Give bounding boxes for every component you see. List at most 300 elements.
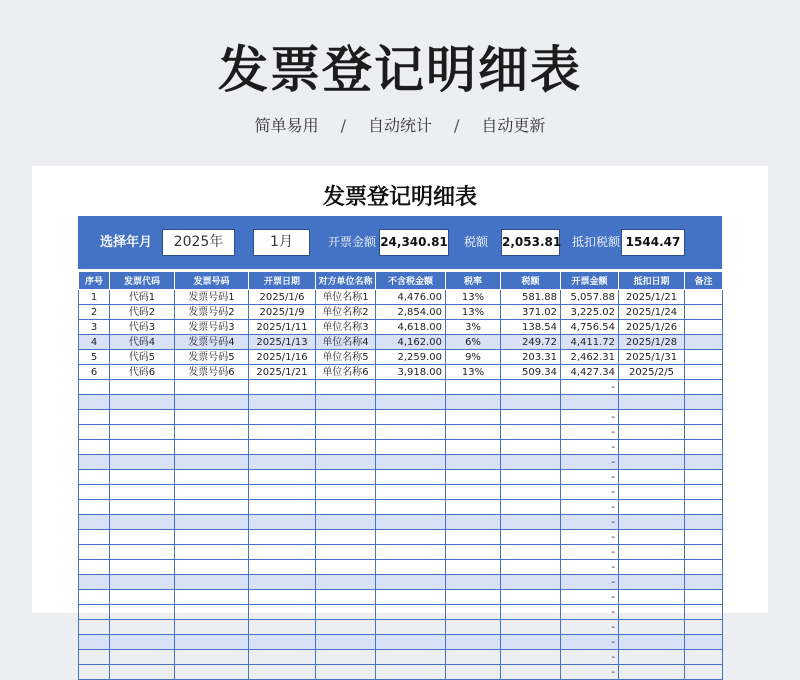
table-cell[interactable]: 5 <box>79 350 110 365</box>
table-cell[interactable] <box>316 650 376 665</box>
table-cell[interactable]: - <box>561 410 619 425</box>
table-cell[interactable] <box>249 515 316 530</box>
table-cell[interactable]: 138.54 <box>501 320 561 335</box>
column-header[interactable]: 税率 <box>446 272 501 290</box>
table-cell[interactable] <box>316 635 376 650</box>
table-cell[interactable] <box>685 635 723 650</box>
table-cell[interactable]: 2,462.31 <box>561 350 619 365</box>
table-cell[interactable] <box>79 560 110 575</box>
table-cell[interactable] <box>249 605 316 620</box>
table-cell[interactable] <box>619 455 685 470</box>
table-cell[interactable] <box>619 545 685 560</box>
table-cell[interactable] <box>316 455 376 470</box>
table-cell[interactable] <box>249 590 316 605</box>
table-cell[interactable] <box>175 425 249 440</box>
table-cell[interactable]: 代码6 <box>110 365 175 380</box>
table-cell[interactable]: 代码1 <box>110 290 175 305</box>
table-cell[interactable]: - <box>561 380 619 395</box>
table-cell[interactable] <box>501 485 561 500</box>
table-cell[interactable] <box>79 395 110 410</box>
table-cell[interactable] <box>501 530 561 545</box>
table-cell[interactable] <box>376 500 446 515</box>
table-cell[interactable] <box>685 530 723 545</box>
table-cell[interactable]: 代码4 <box>110 335 175 350</box>
table-cell[interactable]: 4,476.00 <box>376 290 446 305</box>
table-cell[interactable] <box>619 620 685 635</box>
table-cell[interactable] <box>175 605 249 620</box>
table-cell[interactable] <box>316 545 376 560</box>
table-cell[interactable] <box>376 665 446 680</box>
table-cell[interactable] <box>446 410 501 425</box>
table-cell[interactable]: 单位名称2 <box>316 305 376 320</box>
table-cell[interactable] <box>685 605 723 620</box>
table-cell[interactable] <box>501 440 561 455</box>
table-cell[interactable] <box>79 440 110 455</box>
table-cell[interactable] <box>376 485 446 500</box>
table-cell[interactable] <box>79 575 110 590</box>
table-cell[interactable]: 2025/1/9 <box>249 305 316 320</box>
table-cell[interactable] <box>376 545 446 560</box>
table-cell[interactable] <box>316 380 376 395</box>
table-cell[interactable] <box>79 620 110 635</box>
table-cell[interactable] <box>619 425 685 440</box>
table-cell[interactable] <box>685 455 723 470</box>
table-cell[interactable] <box>316 665 376 680</box>
table-cell[interactable] <box>501 575 561 590</box>
table-cell[interactable]: - <box>561 440 619 455</box>
table-cell[interactable]: 9% <box>446 350 501 365</box>
table-cell[interactable]: 203.31 <box>501 350 561 365</box>
year-select[interactable]: 2025年 <box>162 229 235 256</box>
table-cell[interactable] <box>175 485 249 500</box>
table-cell[interactable] <box>110 635 175 650</box>
table-cell[interactable] <box>110 665 175 680</box>
table-cell[interactable] <box>249 665 316 680</box>
table-cell[interactable]: 单位名称4 <box>316 335 376 350</box>
table-cell[interactable] <box>249 380 316 395</box>
column-header[interactable]: 序号 <box>79 272 110 290</box>
column-header[interactable]: 发票代码 <box>110 272 175 290</box>
table-cell[interactable] <box>376 470 446 485</box>
table-cell[interactable] <box>175 635 249 650</box>
column-header[interactable]: 开票金额 <box>561 272 619 290</box>
table-cell[interactable] <box>446 620 501 635</box>
column-header[interactable]: 对方单位名称 <box>316 272 376 290</box>
table-cell[interactable] <box>110 425 175 440</box>
table-cell[interactable]: 2025/1/28 <box>619 335 685 350</box>
table-cell[interactable] <box>685 590 723 605</box>
table-cell[interactable]: 代码3 <box>110 320 175 335</box>
column-header[interactable]: 备注 <box>685 272 723 290</box>
table-cell[interactable]: 4,756.54 <box>561 320 619 335</box>
table-cell[interactable] <box>685 575 723 590</box>
month-select[interactable]: 1月 <box>253 229 310 256</box>
table-cell[interactable] <box>175 590 249 605</box>
table-cell[interactable] <box>501 620 561 635</box>
table-cell[interactable] <box>110 650 175 665</box>
table-cell[interactable]: - <box>561 470 619 485</box>
table-cell[interactable] <box>619 605 685 620</box>
table-cell[interactable]: 4,162.00 <box>376 335 446 350</box>
table-cell[interactable] <box>685 335 723 350</box>
table-cell[interactable] <box>175 500 249 515</box>
table-cell[interactable] <box>685 545 723 560</box>
table-cell[interactable]: 2025/1/11 <box>249 320 316 335</box>
table-cell[interactable] <box>619 575 685 590</box>
table-cell[interactable] <box>501 665 561 680</box>
table-cell[interactable] <box>446 545 501 560</box>
table-cell[interactable]: 发票号码4 <box>175 335 249 350</box>
table-cell[interactable]: 2025/1/31 <box>619 350 685 365</box>
table-cell[interactable] <box>249 635 316 650</box>
table-cell[interactable]: 13% <box>446 365 501 380</box>
table-cell[interactable] <box>175 395 249 410</box>
table-cell[interactable]: - <box>561 530 619 545</box>
table-cell[interactable] <box>376 530 446 545</box>
table-cell[interactable] <box>685 515 723 530</box>
table-cell[interactable] <box>249 425 316 440</box>
table-cell[interactable] <box>110 560 175 575</box>
table-cell[interactable] <box>619 500 685 515</box>
table-cell[interactable]: 2025/1/24 <box>619 305 685 320</box>
table-cell[interactable] <box>619 530 685 545</box>
table-cell[interactable] <box>316 575 376 590</box>
table-cell[interactable] <box>175 620 249 635</box>
table-cell[interactable]: 371.02 <box>501 305 561 320</box>
table-cell[interactable] <box>376 620 446 635</box>
table-cell[interactable] <box>249 440 316 455</box>
subtitle-separator: / <box>454 116 460 135</box>
table-cell[interactable] <box>175 470 249 485</box>
table-cell[interactable] <box>501 590 561 605</box>
table-cell[interactable]: 4 <box>79 335 110 350</box>
table-cell[interactable] <box>685 470 723 485</box>
table-cell[interactable] <box>79 410 110 425</box>
table-cell[interactable] <box>501 650 561 665</box>
table-cell[interactable] <box>685 380 723 395</box>
table-cell[interactable] <box>316 500 376 515</box>
table-cell[interactable] <box>685 410 723 425</box>
table-cell[interactable] <box>685 350 723 365</box>
table-cell[interactable] <box>619 560 685 575</box>
table-cell[interactable]: 581.88 <box>501 290 561 305</box>
table-cell[interactable] <box>175 650 249 665</box>
table-cell[interactable] <box>501 500 561 515</box>
table-cell[interactable]: - <box>561 425 619 440</box>
table-cell[interactable] <box>316 410 376 425</box>
table-cell[interactable] <box>446 470 501 485</box>
table-cell[interactable] <box>376 650 446 665</box>
table-cell[interactable]: 2025/1/21 <box>249 365 316 380</box>
table-cell[interactable]: 1 <box>79 290 110 305</box>
column-header[interactable]: 抵扣日期 <box>619 272 685 290</box>
table-cell[interactable]: - <box>561 620 619 635</box>
table-cell[interactable] <box>501 410 561 425</box>
table-cell[interactable] <box>619 665 685 680</box>
table-cell[interactable] <box>175 575 249 590</box>
table-cell[interactable] <box>446 575 501 590</box>
table-cell[interactable]: 3,918.00 <box>376 365 446 380</box>
table-cell[interactable] <box>79 650 110 665</box>
table-cell[interactable] <box>446 530 501 545</box>
table-cell[interactable] <box>175 530 249 545</box>
table-cell[interactable] <box>685 500 723 515</box>
table-cell[interactable]: 2025/1/26 <box>619 320 685 335</box>
table-cell[interactable] <box>175 545 249 560</box>
table-cell[interactable]: - <box>561 635 619 650</box>
table-cell[interactable] <box>501 545 561 560</box>
table-cell[interactable]: 2,259.00 <box>376 350 446 365</box>
table-cell[interactable] <box>376 410 446 425</box>
table-cell[interactable] <box>561 395 619 410</box>
column-header[interactable]: 发票号码 <box>175 272 249 290</box>
table-cell[interactable]: 4,427.34 <box>561 365 619 380</box>
table-cell[interactable] <box>316 425 376 440</box>
table-cell[interactable] <box>446 500 501 515</box>
table-cell[interactable] <box>175 455 249 470</box>
table-cell[interactable] <box>79 425 110 440</box>
table-cell[interactable] <box>249 455 316 470</box>
table-cell[interactable] <box>376 605 446 620</box>
table-cell[interactable] <box>316 620 376 635</box>
table-cell[interactable] <box>619 650 685 665</box>
table-cell[interactable] <box>249 530 316 545</box>
table-cell[interactable] <box>685 665 723 680</box>
table-cell[interactable] <box>249 470 316 485</box>
table-cell[interactable]: 2025/1/13 <box>249 335 316 350</box>
table-cell[interactable] <box>79 470 110 485</box>
table-cell[interactable]: - <box>561 650 619 665</box>
table-cell[interactable] <box>446 455 501 470</box>
table-cell[interactable] <box>175 560 249 575</box>
table-cell[interactable] <box>79 515 110 530</box>
table-cell[interactable] <box>249 485 316 500</box>
table-cell[interactable] <box>619 590 685 605</box>
table-cell[interactable]: - <box>561 605 619 620</box>
table-cell[interactable] <box>249 620 316 635</box>
table-cell[interactable] <box>619 485 685 500</box>
table-cell[interactable] <box>110 395 175 410</box>
table-cell[interactable] <box>446 560 501 575</box>
table-cell[interactable]: 2025/1/6 <box>249 290 316 305</box>
table-cell[interactable]: 2,854.00 <box>376 305 446 320</box>
table-cell[interactable] <box>446 485 501 500</box>
table-cell[interactable]: - <box>561 515 619 530</box>
table-cell[interactable]: 单位名称6 <box>316 365 376 380</box>
table-cell[interactable] <box>316 440 376 455</box>
table-cell[interactable] <box>110 605 175 620</box>
table-cell[interactable] <box>110 470 175 485</box>
table-cell[interactable] <box>685 650 723 665</box>
table-cell[interactable]: - <box>561 500 619 515</box>
table-cell[interactable] <box>376 380 446 395</box>
table-cell[interactable] <box>501 470 561 485</box>
table-cell[interactable]: 发票号码3 <box>175 320 249 335</box>
table-cell[interactable] <box>376 395 446 410</box>
table-cell[interactable] <box>619 635 685 650</box>
table-cell[interactable] <box>685 395 723 410</box>
table-cell[interactable] <box>249 500 316 515</box>
table-cell[interactable] <box>685 290 723 305</box>
table-cell[interactable] <box>619 470 685 485</box>
table-cell[interactable]: 单位名称5 <box>316 350 376 365</box>
table-cell[interactable] <box>619 515 685 530</box>
table-cell[interactable] <box>376 635 446 650</box>
table-cell[interactable]: 2 <box>79 305 110 320</box>
table-cell[interactable]: 3% <box>446 320 501 335</box>
table-cell[interactable] <box>110 455 175 470</box>
table-cell[interactable] <box>249 575 316 590</box>
table-cell[interactable] <box>79 545 110 560</box>
table-cell[interactable] <box>79 455 110 470</box>
table-cell[interactable] <box>79 380 110 395</box>
table-cell[interactable] <box>446 665 501 680</box>
table-cell[interactable] <box>685 620 723 635</box>
table-cell[interactable] <box>110 380 175 395</box>
table-cell[interactable]: 6 <box>79 365 110 380</box>
table-cell[interactable] <box>376 455 446 470</box>
table-cell[interactable]: 单位名称3 <box>316 320 376 335</box>
table-cell[interactable] <box>685 425 723 440</box>
table-cell[interactable] <box>685 440 723 455</box>
table-cell[interactable] <box>376 575 446 590</box>
table-cell[interactable]: 13% <box>446 305 501 320</box>
table-cell[interactable]: - <box>561 455 619 470</box>
table-cell[interactable] <box>316 605 376 620</box>
table-cell[interactable]: 6% <box>446 335 501 350</box>
table-cell[interactable] <box>110 485 175 500</box>
table-cell[interactable] <box>316 530 376 545</box>
table-cell[interactable] <box>446 605 501 620</box>
table-cell[interactable] <box>79 635 110 650</box>
table-cell[interactable] <box>175 410 249 425</box>
table-cell[interactable] <box>446 635 501 650</box>
table-cell[interactable] <box>501 515 561 530</box>
table-cell[interactable]: - <box>561 665 619 680</box>
table-cell[interactable]: 2025/1/16 <box>249 350 316 365</box>
table-cell[interactable] <box>79 530 110 545</box>
table-cell[interactable] <box>376 560 446 575</box>
table-cell[interactable] <box>175 440 249 455</box>
table-cell[interactable] <box>110 590 175 605</box>
table-cell[interactable]: 5,057.88 <box>561 290 619 305</box>
table-cell[interactable] <box>376 590 446 605</box>
table-cell[interactable] <box>501 605 561 620</box>
table-cell[interactable]: - <box>561 545 619 560</box>
table-cell[interactable]: 13% <box>446 290 501 305</box>
table-cell[interactable] <box>249 545 316 560</box>
table-cell[interactable] <box>446 425 501 440</box>
table-cell[interactable] <box>175 380 249 395</box>
table-cell[interactable] <box>446 650 501 665</box>
table-cell[interactable]: 249.72 <box>501 335 561 350</box>
table-cell[interactable] <box>249 410 316 425</box>
table-cell[interactable]: 3,225.02 <box>561 305 619 320</box>
column-header[interactable]: 开票日期 <box>249 272 316 290</box>
table-cell[interactable] <box>110 500 175 515</box>
table-cell[interactable] <box>110 530 175 545</box>
table-cell[interactable]: 发票号码1 <box>175 290 249 305</box>
table-cell[interactable] <box>446 515 501 530</box>
table-cell[interactable] <box>619 395 685 410</box>
table-cell[interactable] <box>446 395 501 410</box>
table-cell[interactable]: 代码5 <box>110 350 175 365</box>
table-cell[interactable] <box>619 410 685 425</box>
column-header[interactable]: 税额 <box>501 272 561 290</box>
table-cell[interactable] <box>316 515 376 530</box>
table-cell[interactable] <box>175 515 249 530</box>
table-cell[interactable]: - <box>561 590 619 605</box>
table-cell[interactable] <box>501 455 561 470</box>
table-cell[interactable] <box>110 515 175 530</box>
table-cell[interactable] <box>619 380 685 395</box>
table-cell[interactable] <box>685 365 723 380</box>
table-cell[interactable] <box>316 395 376 410</box>
table-cell[interactable] <box>501 395 561 410</box>
table-cell[interactable] <box>316 470 376 485</box>
table-cell[interactable] <box>110 440 175 455</box>
table-cell[interactable] <box>316 485 376 500</box>
table-cell[interactable]: 2025/2/5 <box>619 365 685 380</box>
table-cell[interactable] <box>501 560 561 575</box>
table-cell[interactable] <box>376 425 446 440</box>
table-cell[interactable]: 发票号码5 <box>175 350 249 365</box>
table-cell[interactable] <box>175 665 249 680</box>
table-cell[interactable] <box>501 635 561 650</box>
table-cell[interactable] <box>685 560 723 575</box>
table-cell[interactable]: - <box>561 560 619 575</box>
table-cell[interactable] <box>79 605 110 620</box>
table-cell[interactable]: 2025/1/21 <box>619 290 685 305</box>
table-cell[interactable]: 3 <box>79 320 110 335</box>
table-cell[interactable] <box>249 395 316 410</box>
table-cell[interactable] <box>376 440 446 455</box>
column-header[interactable]: 不含税金额 <box>376 272 446 290</box>
table-cell[interactable] <box>110 575 175 590</box>
table-cell[interactable]: 4,618.00 <box>376 320 446 335</box>
table-cell[interactable]: 发票号码2 <box>175 305 249 320</box>
table-cell[interactable] <box>110 410 175 425</box>
table-cell[interactable]: 发票号码6 <box>175 365 249 380</box>
table-cell[interactable] <box>110 620 175 635</box>
table-cell[interactable] <box>79 665 110 680</box>
table-cell[interactable]: 4,411.72 <box>561 335 619 350</box>
table-cell[interactable]: 代码2 <box>110 305 175 320</box>
table-cell[interactable] <box>685 305 723 320</box>
table-cell[interactable]: 509.34 <box>501 365 561 380</box>
table-cell[interactable] <box>501 425 561 440</box>
table-cell[interactable] <box>110 545 175 560</box>
table-cell[interactable] <box>249 650 316 665</box>
table-cell[interactable] <box>446 440 501 455</box>
table-cell[interactable]: - <box>561 575 619 590</box>
table-cell[interactable] <box>501 380 561 395</box>
table-cell[interactable] <box>376 515 446 530</box>
table-cell[interactable] <box>446 590 501 605</box>
table-cell[interactable]: 单位名称1 <box>316 290 376 305</box>
table-cell[interactable] <box>316 590 376 605</box>
table-cell[interactable] <box>79 500 110 515</box>
table-cell[interactable] <box>446 380 501 395</box>
table-cell[interactable] <box>79 485 110 500</box>
table-cell[interactable] <box>685 485 723 500</box>
table-cell[interactable]: - <box>561 485 619 500</box>
table-cell[interactable] <box>685 320 723 335</box>
table-cell[interactable] <box>79 590 110 605</box>
table-cell[interactable] <box>316 560 376 575</box>
table-cell[interactable] <box>619 440 685 455</box>
table-cell[interactable] <box>249 560 316 575</box>
